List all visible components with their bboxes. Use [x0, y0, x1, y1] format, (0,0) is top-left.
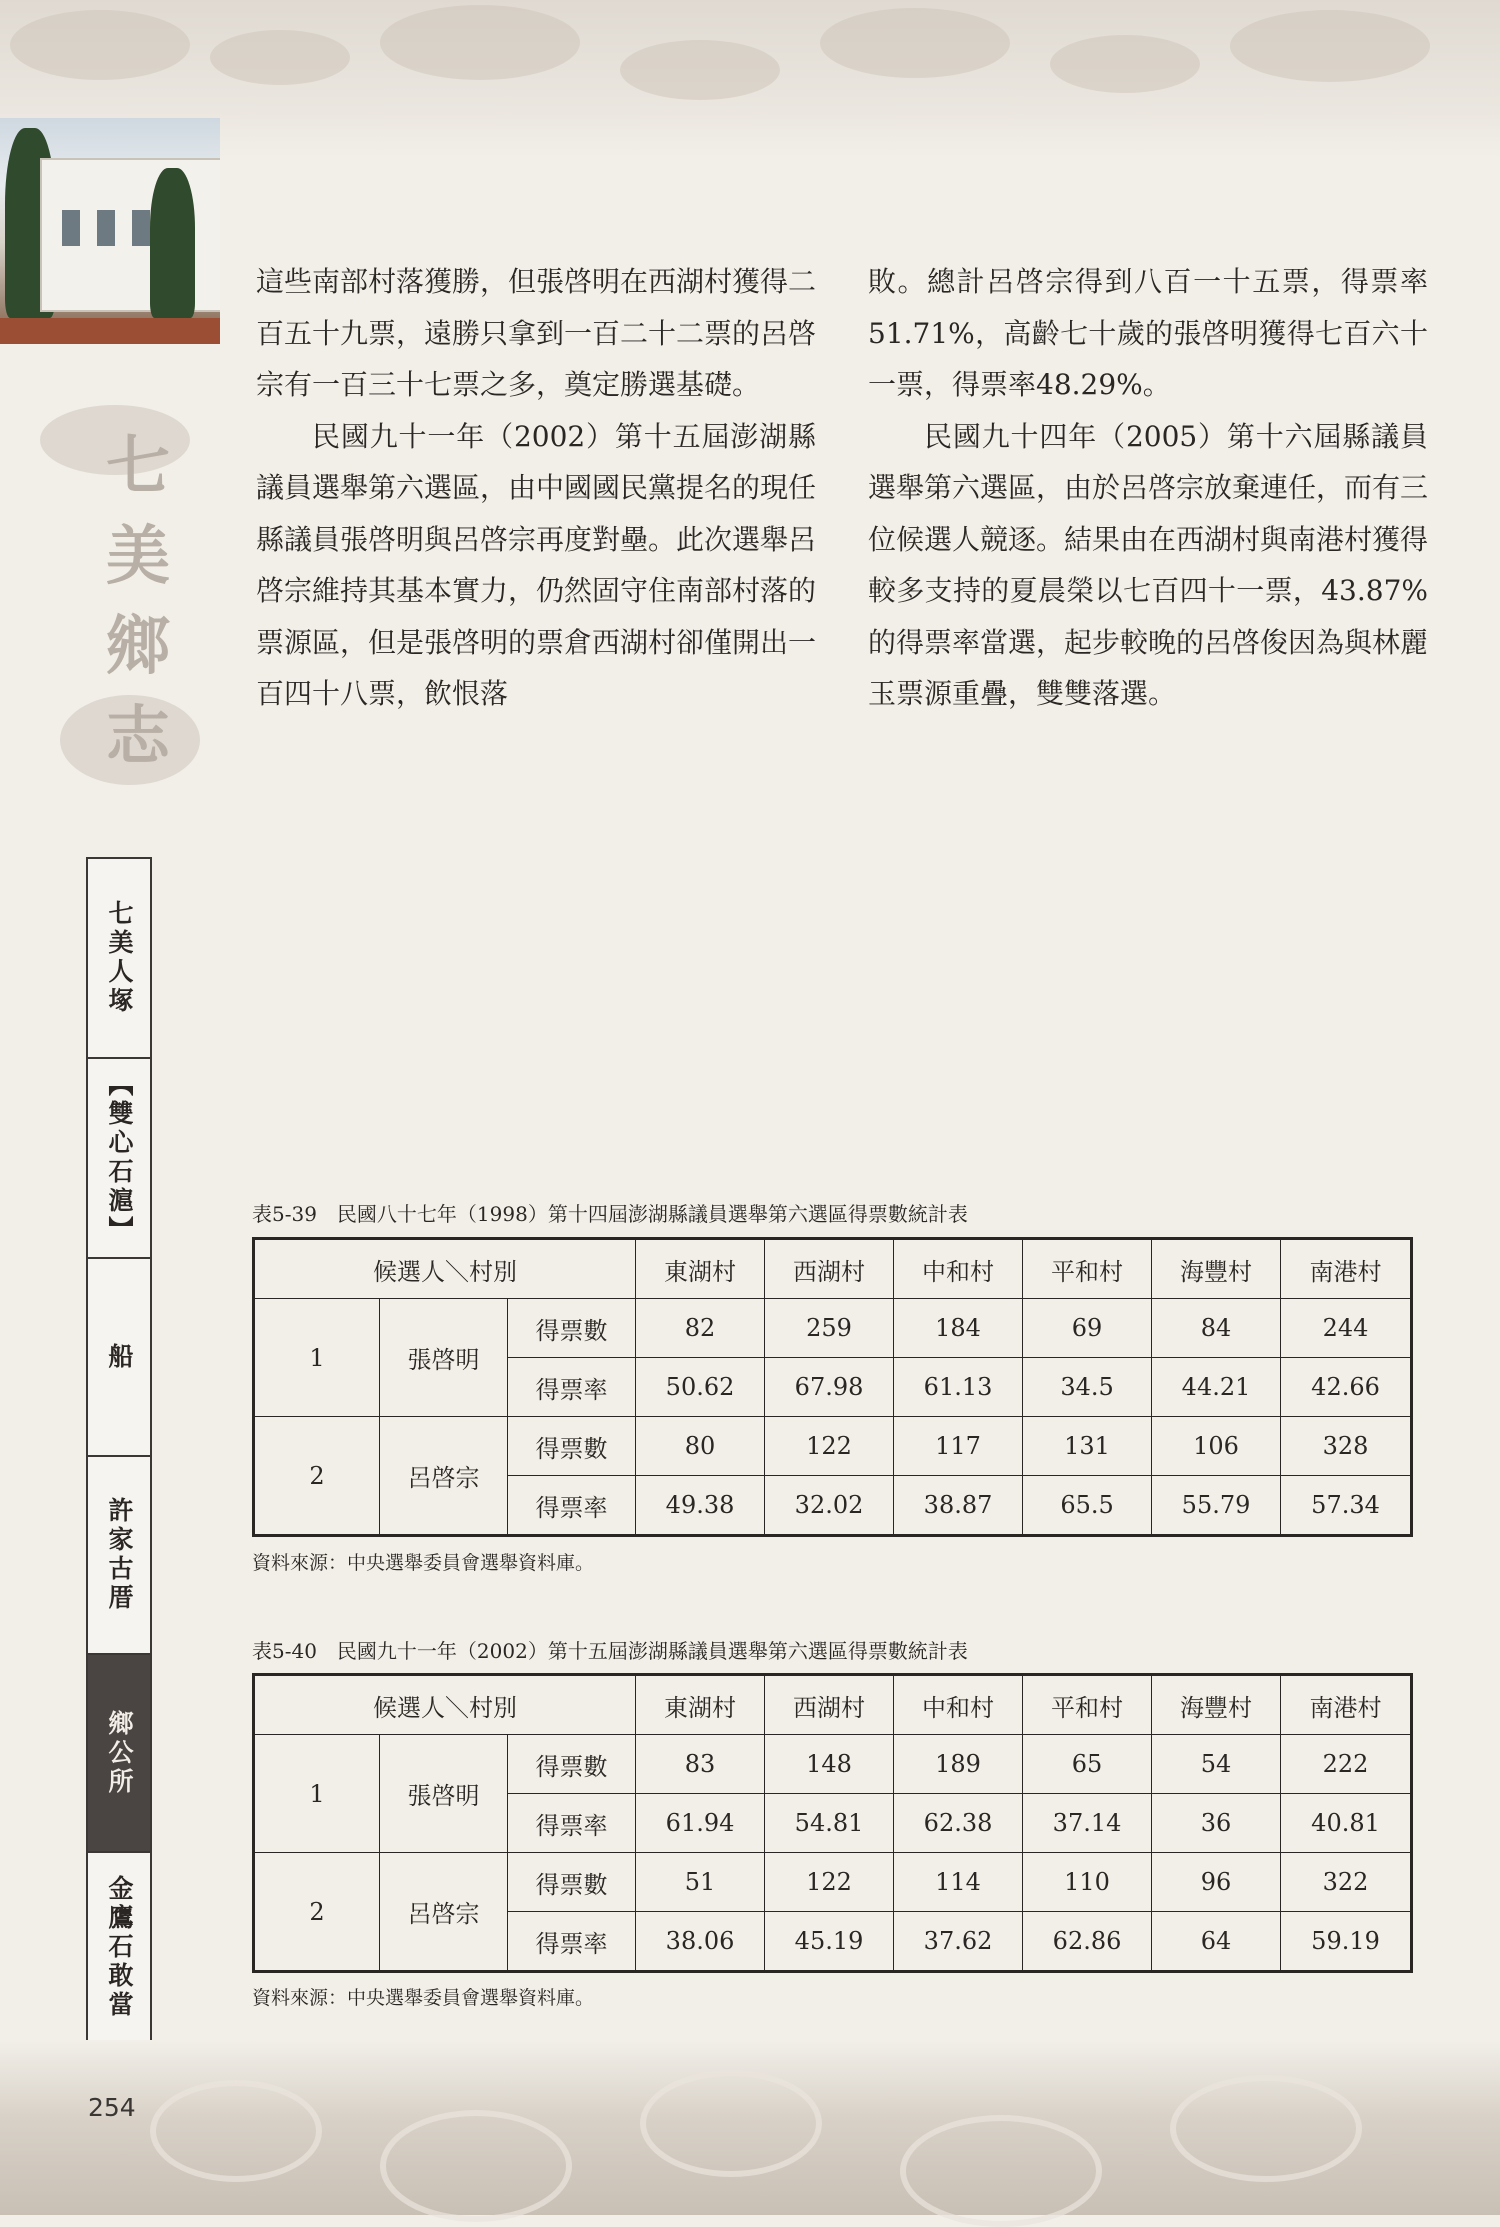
vote-table-1998: [252, 1237, 1413, 1537]
vote-count: 96: [1152, 1853, 1281, 1912]
table-caption: 表5-39 民國八十七年（1998）第十四屆澎湖縣議員選舉第六選區得票數統計表: [252, 1202, 968, 1226]
vote-rate: 38.87: [894, 1476, 1023, 1536]
candidate-name: 呂啓宗: [380, 1853, 508, 1972]
vote-count: 328: [1281, 1417, 1412, 1476]
body-column-right: [868, 256, 1428, 720]
vote-rate: 32.02: [765, 1476, 894, 1536]
column-header: 中和村: [894, 1675, 1023, 1735]
vote-count: 114: [894, 1853, 1023, 1912]
vote-rate: 50.62: [636, 1358, 765, 1417]
vote-rate: 49.38: [636, 1476, 765, 1536]
candidate-number: 1: [254, 1735, 380, 1853]
column-header: 平和村: [1023, 1675, 1152, 1735]
metric-label: 得票數: [508, 1417, 636, 1476]
page-number: 254: [88, 2093, 136, 2122]
vote-rate: 36: [1152, 1794, 1281, 1853]
vote-count: 148: [765, 1735, 894, 1794]
paragraph: 民國九十一年（2002）第十五屆澎湖縣議員選舉第六選區，由中國國民黨提名的現任縣議員張啓明與呂啓宗再度對壘。此次選舉呂啓宗維持其基本實力，仍然固守住南部村落的票源區，但是張啓明的票倉西湖村卻僅開出一百四十八票，飲恨落: [256, 419, 817, 710]
vote-count: 322: [1281, 1853, 1412, 1912]
column-header: 平和村: [1023, 1239, 1152, 1299]
vote-rate: 42.66: [1281, 1358, 1412, 1417]
vote-rate: 65.5: [1023, 1476, 1152, 1536]
header-cloud-pattern: [0, 0, 1500, 160]
vote-rate: 37.62: [894, 1912, 1023, 1972]
vote-count: 122: [765, 1417, 894, 1476]
table-caption: 表5-40 民國九十一年（2002）第十五屆澎湖縣議員選舉第六選區得票數統計表: [252, 1639, 968, 1663]
metric-label: 得票率: [508, 1476, 636, 1536]
metric-label: 得票率: [508, 1358, 636, 1417]
column-header: 海豐村: [1152, 1239, 1281, 1299]
tab-boat[interactable]: 船: [88, 1259, 150, 1457]
vote-rate: 61.13: [894, 1358, 1023, 1417]
tab-twin-hearts[interactable]: 【雙心石滬】: [88, 1059, 150, 1259]
vote-rate: 38.06: [636, 1912, 765, 1972]
vote-count: 117: [894, 1417, 1023, 1476]
vote-count: 189: [894, 1735, 1023, 1794]
vote-count: 106: [1152, 1417, 1281, 1476]
vote-count: 259: [765, 1299, 894, 1358]
vote-count: 65: [1023, 1735, 1152, 1794]
metric-label: 得票率: [508, 1794, 636, 1853]
title-char: 鄉: [106, 609, 170, 684]
metric-label: 得票數: [508, 1299, 636, 1358]
footer-wave-pattern: [0, 2040, 1500, 2215]
vote-rate: 64: [1152, 1912, 1281, 1972]
vote-rate: 62.86: [1023, 1912, 1152, 1972]
tab-eagle-stone[interactable]: 金鷹石敢當: [105, 1874, 134, 2020]
township-office-photo: [0, 118, 220, 344]
title-char: 美: [106, 519, 170, 594]
title-char: 志: [106, 699, 170, 774]
vote-count: 222: [1281, 1735, 1412, 1794]
vote-rate: 37.14: [1023, 1794, 1152, 1853]
column-header: 東湖村: [636, 1239, 765, 1299]
candidate-name: 呂啓宗: [380, 1417, 508, 1536]
tab-qimei-tomb[interactable]: 七美人塚: [88, 859, 150, 1059]
metric-label: 得票數: [508, 1853, 636, 1912]
candidate-name: 張啓明: [380, 1299, 508, 1417]
vote-rate: 61.94: [636, 1794, 765, 1853]
vote-count: 82: [636, 1299, 765, 1358]
column-header: 中和村: [894, 1239, 1023, 1299]
book-title: [40, 395, 190, 815]
vote-rate: 44.21: [1152, 1358, 1281, 1417]
column-header: 海豐村: [1152, 1675, 1281, 1735]
paragraph: 民國九十四年（2005）第十六屆縣議員選舉第六選區，由於呂啓宗放棄連任，而有三位候選人競逐。結果由在西湖村與南港村獲得較多支持的夏晨榮以七百四十一票，43.87%的得票率當選，起步較晚的呂啓俊因為與林麗玉票源重疊，雙雙落選。: [868, 419, 1429, 710]
vote-count: 80: [636, 1417, 765, 1476]
vote-count: 244: [1281, 1299, 1412, 1358]
vote-rate: 54.81: [765, 1794, 894, 1853]
column-header: 西湖村: [765, 1675, 894, 1735]
paragraph: 這些南部村落獲勝，但張啓明在西湖村獲得二百五十九票，遠勝只拿到一百二十二票的呂啓宗有一百三十七票之多，奠定勝選基礎。: [256, 265, 817, 401]
vote-rate: 57.34: [1281, 1476, 1412, 1536]
candidate-number: 2: [254, 1853, 380, 1972]
vote-table-2002: [252, 1673, 1413, 1973]
paragraph: 敗。總計呂啓宗得到八百一十五票，得票率51.71%，高齡七十歲的張啓明獲得七百六十一票，得票率48.29%。: [868, 265, 1428, 401]
candidate-number: 2: [254, 1417, 380, 1536]
column-header: 南港村: [1281, 1239, 1412, 1299]
vote-rate: 40.81: [1281, 1794, 1412, 1853]
vote-count: 110: [1023, 1853, 1152, 1912]
body-column-left: [256, 256, 816, 720]
chapter-tabs: [86, 857, 152, 2047]
header-cell: 候選人＼村別: [254, 1239, 636, 1299]
candidate-name: 張啓明: [380, 1735, 508, 1853]
header-cell: 候選人＼村別: [254, 1675, 636, 1735]
vote-count: 184: [894, 1299, 1023, 1358]
vote-rate: 45.19: [765, 1912, 894, 1972]
column-header: 西湖村: [765, 1239, 894, 1299]
vote-rate: 62.38: [894, 1794, 1023, 1853]
title-char: 七: [106, 429, 170, 504]
vote-rate: 59.19: [1281, 1912, 1412, 1972]
vote-count: 131: [1023, 1417, 1152, 1476]
vote-rate: 67.98: [765, 1358, 894, 1417]
metric-label: 得票數: [508, 1735, 636, 1794]
vote-count: 69: [1023, 1299, 1152, 1358]
vote-count: 84: [1152, 1299, 1281, 1358]
vote-rate: 34.5: [1023, 1358, 1152, 1417]
table-source: 資料來源：中央選舉委員會選舉資料庫。: [252, 1987, 595, 2009]
table-source: 資料來源：中央選舉委員會選舉資料庫。: [252, 1552, 595, 1574]
vote-count: 122: [765, 1853, 894, 1912]
vote-count: 54: [1152, 1735, 1281, 1794]
vote-count: 51: [636, 1853, 765, 1912]
column-header: 東湖村: [636, 1675, 765, 1735]
column-header: 南港村: [1281, 1675, 1412, 1735]
tab-hsu-house[interactable]: 許家古厝: [88, 1457, 150, 1655]
tab-township-office[interactable]: 鄉公所: [88, 1655, 150, 1853]
candidate-number: 1: [254, 1299, 380, 1417]
vote-count: 83: [636, 1735, 765, 1794]
metric-label: 得票率: [508, 1912, 636, 1972]
vote-rate: 55.79: [1152, 1476, 1281, 1536]
